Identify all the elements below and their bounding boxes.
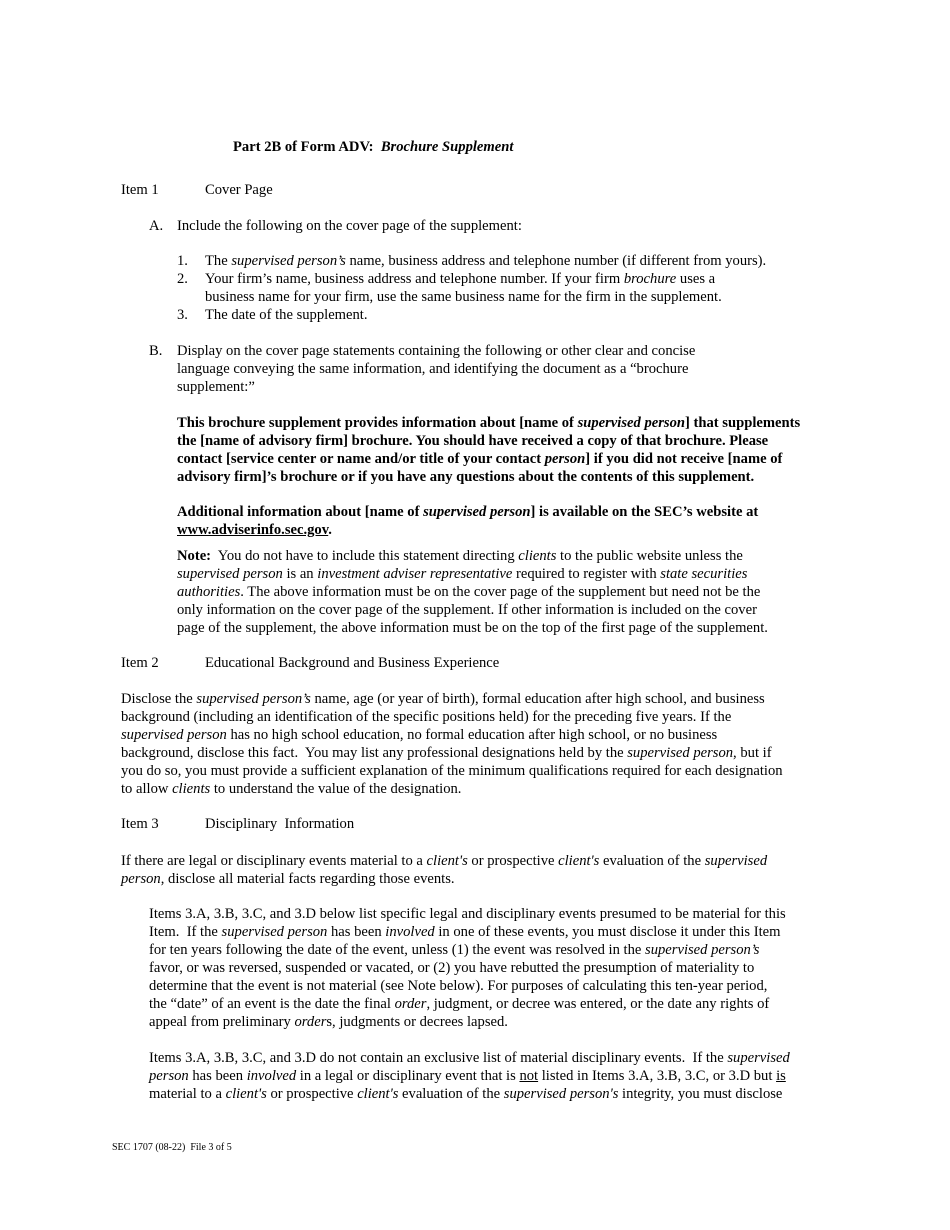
adviserinfo-link[interactable]: www.adviserinfo.sec.gov xyxy=(177,522,329,538)
note-paragraph: Note: You do not have to include this statement directing clients to the public website unless the supervised person is an investment adviser representative required to register with state securities authorities. The above information must be on the cover page of the supplement but need not be the only information on the cover page of the supplement. If other information is included on the cover page of the supplement, the above information must be on the top of the first page of the supplement. xyxy=(177,548,768,636)
list-number: 3. xyxy=(177,307,188,323)
title-prefix: Part 2B of Form ADV: xyxy=(233,139,374,155)
title-name: Brochure Supplement xyxy=(380,139,514,155)
list-item: The supervised person’s name, business address and telephone number (if different from yours). xyxy=(205,253,767,269)
page-footer: SEC 1707 (08-22) File 3 of 5 xyxy=(112,1142,232,1153)
item3-intro: If there are legal or disciplinary events material to a client's or prospective client's evaluation of the supervised person, disclose all material facts regarding those events. xyxy=(121,853,768,887)
list-number: 1. xyxy=(177,253,188,269)
item3-heading: Disciplinary Information xyxy=(205,816,355,832)
item1-heading: Cover Page xyxy=(205,182,273,198)
list-item: Your firm’s name, business address and telephone number. If your firm brochure uses a business name for your firm, use the same business name for the firm in the supplement. xyxy=(205,271,722,305)
item2-heading: Educational Background and Business Experience xyxy=(205,655,500,671)
item1-b-letter: B. xyxy=(149,343,163,359)
page-title xyxy=(233,138,513,156)
item1-label: Item 1 xyxy=(121,182,159,198)
list-number: 2. xyxy=(177,271,188,287)
note-label: Note: xyxy=(177,548,212,564)
item1-a-letter: A. xyxy=(149,218,164,234)
item3-label: Item 3 xyxy=(121,816,159,832)
item1-a-text: Include the following on the cover page of the supplement: xyxy=(177,218,522,234)
item2-paragraph: Disclose the supervised person’s name, age (or year of birth), formal education after high school, and business background (including an identification of the specific positions held) for the preceding five years. If the supervised person has no high school education, no formal education after high school, or no business background, disclose this fact. You may list any professional designations held by the supervised person, but if you do so, you must provide a sufficient explanation of the minimum qualifications required for each designation to allow clients to understand the value of the designation. xyxy=(121,691,783,797)
item3-paragraph-2: Items 3.A, 3.B, 3.C, and 3.D do not contain an exclusive list of material disciplinary events. If the supervised person has been involved in a legal or disciplinary event that is not listed in Items 3.A, 3.B, 3.C, or 3.D but is material to a client's or prospective client's evaluation of the supervised person's integrity, you must disclose xyxy=(149,1050,790,1102)
sec-website-statement: Additional information about [name of supervised person] is available on the SEC’s website at www.adviserinfo.sec.gov. xyxy=(177,504,759,538)
supplement-statement: This brochure supplement provides information about [name of supervised person] that supplements the [name of advisory firm] brochure. You should have received a copy of that brochure. Please contact [service center or name and/or title of your contact person] if you did not receive [name of advisory firm]’s brochure or if you have any questions about the contents of this supplement. xyxy=(177,415,801,485)
item3-paragraph-1: Items 3.A, 3.B, 3.C, and 3.D below list specific legal and disciplinary events presumed to be material for this Item. If the supervised person has been involved in one of these events, you must disclose it under this Item for ten years following the date of the event, unless (1) the event was resolved in the supervised person’s favor, or was reversed, suspended or vacated, or (2) you have rebutted the presumption of materiality to determine that the event is not material (see Note below). For purposes of calculating this ten-year period, the “date” of an event is the date the final order, judgment, or decree was entered, or the date any rights of appeal from preliminary orders, judgments or decrees lapsed. xyxy=(149,906,786,1030)
item1-b-text: Display on the cover page statements containing the following or other clear and concise language conveying the same information, and identifying the document as a “brochure supplement:” xyxy=(177,343,696,395)
list-item: The date of the supplement. xyxy=(205,307,368,323)
item2-label: Item 2 xyxy=(121,655,159,671)
